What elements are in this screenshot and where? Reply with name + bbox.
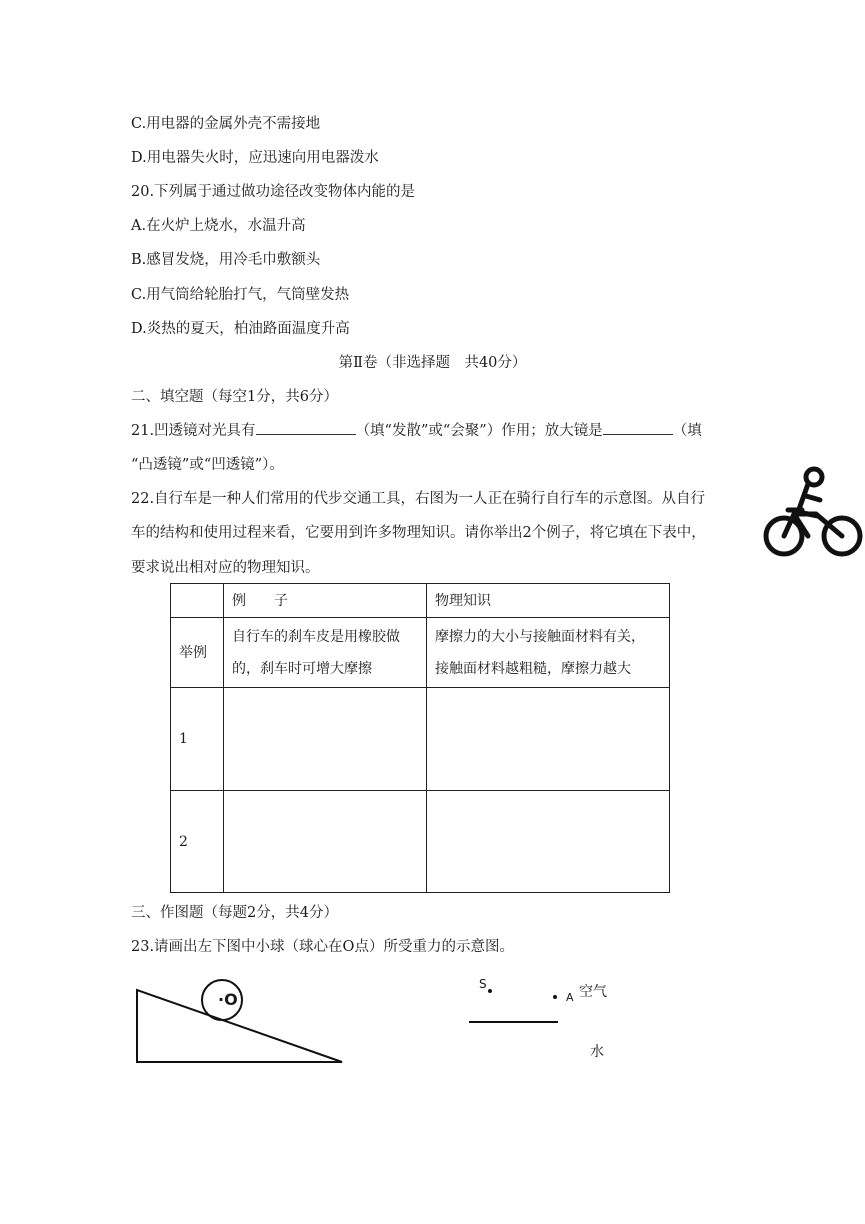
q21-blank-2[interactable] <box>603 422 673 435</box>
knowledge-table <box>170 583 670 893</box>
table-corner-cell <box>171 584 224 618</box>
q23-stem: 23.请画出左下图中小球（球心在O点）所受重力的示意图。 <box>131 939 514 955</box>
table-knowledge-cell <box>427 618 670 688</box>
section3-heading: 三、作图题（每题2分，共4分） <box>131 905 338 921</box>
table-row-label: 2 <box>171 791 224 893</box>
q20-option-c: C.用气筒给轮胎打气，气筒壁发热 <box>131 287 350 303</box>
q21-text-b: （填“发散”或“会聚”）作用；放大镜是 <box>355 423 603 439</box>
table-header-example: 例 子 <box>224 584 427 618</box>
bicycle-rider-icon <box>762 466 865 558</box>
q21-line2: “凸透镜”或“凹透镜”）。 <box>131 457 284 473</box>
q22-line2: 车的结构和使用过程来看，它要用到许多物理知识。请你举出2个例子，将它填在下表中， <box>131 525 706 541</box>
section2-heading: 二、填空题（每空1分，共6分） <box>131 389 338 405</box>
table-row <box>171 618 670 688</box>
q20-option-a: A.在火炉上烧水，水温升高 <box>131 218 306 234</box>
q20-option-b: B.感冒发烧，用冷毛巾敷额头 <box>131 252 321 268</box>
table-example-cell <box>224 618 427 688</box>
q19-option-c: C.用电器的金属外壳不需接地 <box>131 116 321 132</box>
knowledge-text-line1: 摩擦力的大小与接触面材料有关， <box>435 628 645 645</box>
medium-air-label: 空气 <box>579 984 607 1000</box>
medium-water-label: 水 <box>590 1044 604 1060</box>
point-s-label: S <box>479 977 487 991</box>
table-header-knowledge: 物理知识 <box>427 584 670 618</box>
q21-text-a: 21.凹透镜对光具有 <box>131 423 256 439</box>
table-answer-cell[interactable] <box>427 791 670 893</box>
q21-line1 <box>131 419 702 440</box>
q19-option-d: D.用电器失火时，应迅速向用电器泼水 <box>131 150 379 166</box>
incline-ball-figure <box>130 975 350 1070</box>
q20-option-d: D.炎热的夏天，柏油路面温度升高 <box>131 321 350 337</box>
example-text-line2: 的，刹车时可增大摩擦 <box>232 660 372 677</box>
refraction-figure <box>465 985 575 1030</box>
ball-center-label: ·O <box>218 990 238 1009</box>
table-row <box>171 791 670 893</box>
q22-line1: 22.自行车是一种人们常用的代步交通工具，右图为一人正在骑行自行车的示意图。从自行 <box>131 491 706 507</box>
table-header-row <box>171 584 670 618</box>
table-answer-cell[interactable] <box>224 688 427 791</box>
q22-line3: 要求说出相对应的物理知识。 <box>131 560 320 576</box>
table-row-label: 1 <box>171 688 224 791</box>
table-row <box>171 688 670 791</box>
knowledge-text-line2: 接触面材料越粗糙，摩擦力越大 <box>435 660 631 677</box>
q21-text-c: （填 <box>672 423 702 439</box>
q20-stem: 20.下列属于通过做功途径改变物体内能的是 <box>131 184 416 200</box>
point-a-label: A <box>566 991 574 1004</box>
part2-title: 第Ⅱ卷（非选择题 共40分） <box>338 355 527 371</box>
q21-blank-1[interactable] <box>256 422 356 435</box>
table-row-label: 举例 <box>171 618 224 688</box>
table-answer-cell[interactable] <box>427 688 670 791</box>
table-answer-cell[interactable] <box>224 791 427 893</box>
example-text-line1: 自行车的刹车皮是用橡胶做 <box>232 628 400 645</box>
